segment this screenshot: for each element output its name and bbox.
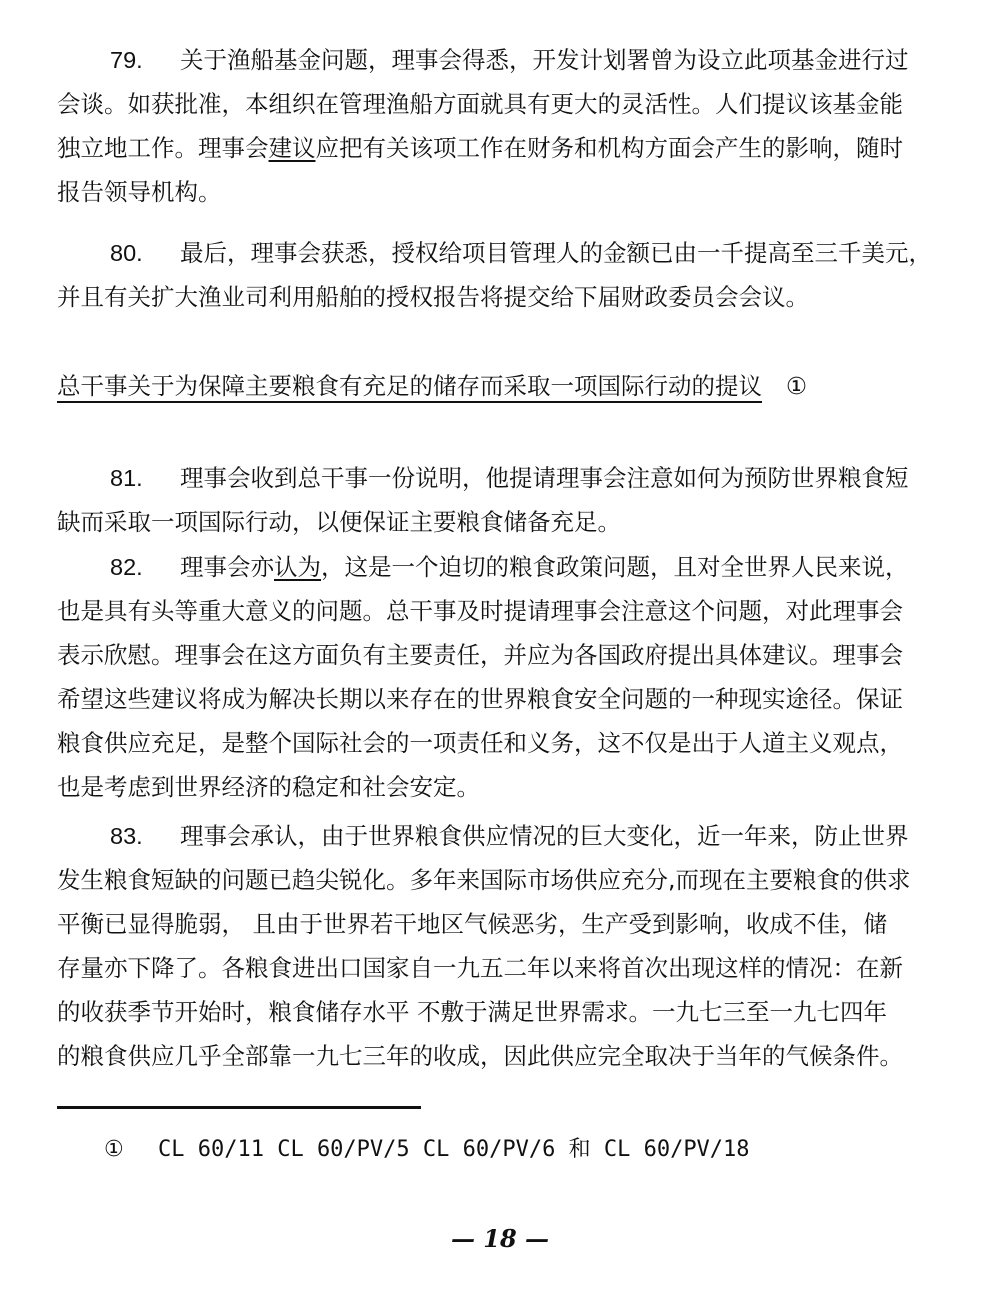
- paragraph-line: 的收获季节开始时，粮食储存水平 不敷于满足世界需求。一九七三至一九七四年: [57, 998, 887, 1026]
- paragraph-line: 缺而采取一项国际行动，以便保证主要粮食储备充足。: [57, 508, 621, 536]
- paragraph-81: [57, 456, 962, 544]
- paragraph-line: 82. 理事会亦认为，这是一个迫切的粮食政策问题，且对全世界人民来说，: [57, 545, 962, 589]
- footnote-symbol: ①: [104, 1137, 124, 1162]
- paragraph-line: 并且有关扩大渔业司利用船舶的授权报告将提交给下届财政委员会会议。: [57, 283, 809, 311]
- paragraph-line: 83. 理事会承认，由于世界粮食供应情况的巨大变化，近一年来，防止世界: [57, 814, 962, 858]
- paragraph-line: 报告领导机构。: [57, 178, 222, 206]
- paragraph-line: 希望这些建议将成为解决长期以来存在的世界粮食安全问题的一种现实途径。保证: [57, 685, 903, 713]
- paragraph-82: [57, 545, 962, 809]
- paragraph-line: 也是具有头等重大意义的问题。总干事及时提请理事会注意这个问题，对此理事会: [57, 597, 903, 625]
- footnote: [104, 1130, 750, 1170]
- paragraph-line: 81. 理事会收到总干事一份说明，他提请理事会注意如何为预防世界粮食短: [57, 456, 962, 500]
- paragraph-number: 82.: [110, 554, 143, 580]
- paragraph-line: 也是考虑到世界经济的稳定和社会安定。: [57, 773, 480, 801]
- paragraph-line: 粮食供应充足，是整个国际社会的一项责任和义务，这不仅是出于人道主义观点，: [57, 729, 903, 757]
- paragraph-line: 的粮食供应几乎全部靠一九七三年的收成，因此供应完全取决于当年的气候条件。: [57, 1042, 903, 1070]
- footnote-divider: [57, 1106, 421, 1109]
- paragraph-line: 80. 最后，理事会获悉，授权给项目管理人的金额已由一千提高至三千美元，: [57, 231, 962, 275]
- paragraph-number: 80.: [110, 240, 143, 266]
- heading-text: 总干事关于为保障主要粮食有充足的储存而采取一项国际行动的提议: [57, 372, 762, 400]
- paragraph-line: 平衡已显得脆弱， 且由于世界若干地区气候恶劣，生产受到影响，收成不佳，储: [57, 910, 887, 938]
- paragraph-number: 81.: [110, 465, 143, 491]
- paragraph-line: 独立地工作。理事会建议应把有关该项工作在财务和机构方面会产生的影响，随时: [57, 134, 903, 162]
- paragraph-number: 83.: [110, 823, 143, 849]
- page-number: — 18 —: [450, 1224, 550, 1253]
- footnote-marker: ①: [786, 372, 808, 400]
- paragraph-number: 79.: [110, 47, 143, 73]
- paragraph-line: 发生粮食短缺的问题已趋尖锐化。多年来国际市场供应充分,而现在主要粮食的供求: [57, 866, 911, 894]
- paragraph-line: 会谈。如获批准，本组织在管理渔船方面就具有更大的灵活性。人们提议该基金能: [57, 90, 903, 118]
- paragraph-83: [57, 814, 962, 1078]
- footnote-text: CL 60/11 CL 60/PV/5 CL 60/PV/6 和 CL 60/PV/18: [158, 1137, 750, 1162]
- paragraph-line: 表示欣慰。理事会在这方面负有主要责任，并应为各国政府提出具体建议。理事会: [57, 641, 903, 669]
- underlined-text: 建议: [268, 134, 316, 162]
- paragraph-80: [57, 231, 962, 319]
- paragraph-79: [57, 38, 962, 214]
- underlined-text: 认为: [274, 553, 321, 581]
- section-heading: [57, 364, 962, 408]
- paragraph-line: 79. 关于渔船基金问题，理事会得悉，开发计划署曾为设立此项基金进行过: [57, 38, 962, 82]
- paragraph-line: 存量亦下降了。各粮食进出口国家自一九五二年以来将首次出现这样的情况：在新: [57, 954, 903, 982]
